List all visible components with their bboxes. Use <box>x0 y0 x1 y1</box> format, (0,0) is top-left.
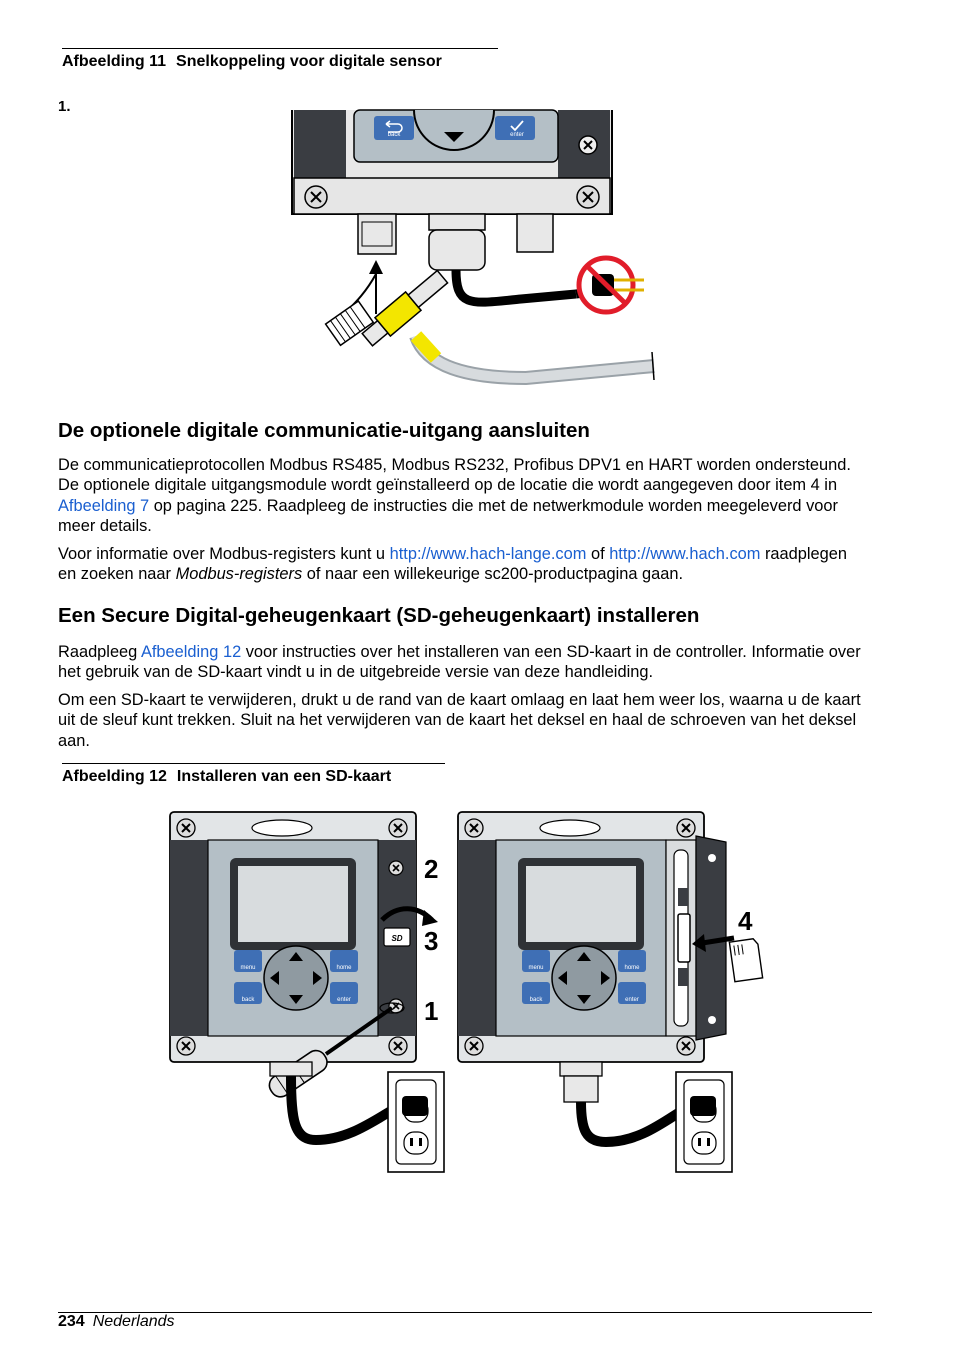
paragraph-protocols-text-b: op pagina 225. Raadpleeg de instructies die met de netwerkmodule worden meegeleverd voor meer details. <box>58 496 838 536</box>
figure-12-caption <box>62 763 445 786</box>
fig12-enter-key-right: enter <box>625 997 639 1003</box>
sd-card-installation-illustration <box>166 810 766 1180</box>
paragraph-modbus-emphasis: Modbus-registers <box>175 565 303 584</box>
fig12-menu-key-right: menu <box>528 965 544 971</box>
fig12-back-key-right: back <box>529 997 543 1003</box>
link-afbeelding-12[interactable]: Afbeelding 12 <box>140 643 242 661</box>
fig12-callout-4: 4 <box>738 906 753 936</box>
paragraph-sd-reference <box>58 642 868 683</box>
fig12-callout-2: 2 <box>424 854 439 884</box>
fig12-menu-key-left: menu <box>240 965 256 971</box>
fig12-home-key-right: home <box>624 965 640 971</box>
section-heading-communication: De optionele digitale communicatie-uitgang aansluiten <box>58 419 590 442</box>
page-footer <box>58 1313 175 1331</box>
link-hach[interactable]: http://www.hach.com <box>609 545 761 563</box>
step-number: 1. <box>58 98 71 115</box>
section-heading-sd-card: Een Secure Digital-geheugenkaart (SD-geheugenkaart) installeren <box>58 604 700 627</box>
paragraph-sd-text-b: voor instructies over het installeren van een SD-kaart in de controller. Informatie over het gebruik van de SD-kaart vindt u in de uitgebreide versie van deze handleiding. <box>58 643 861 682</box>
fig12-home-key-left: home <box>336 965 352 971</box>
figure-11-label: Afbeelding 11 <box>62 53 167 70</box>
fig11-enter-key-label: enter <box>510 132 524 138</box>
paragraph-sd-removal: Om een SD-kaart te verwijderen, drukt u de rand van de kaart omlaag en laat hem weer los, waarna u de kaart uit de sleuf kunt trekken. Sluit na het verwijderen van de kaart het deksel en haal de schroeven van het deksel aan. <box>58 691 861 750</box>
footer-language: Nederlands <box>92 1313 175 1330</box>
paragraph-sd-text-a: Raadpleeg <box>58 643 141 661</box>
fig12-sd-badge: SD <box>391 934 403 943</box>
fig11-back-key-label: back <box>387 132 401 138</box>
paragraph-modbus-text-of: of <box>586 545 610 563</box>
figure-12-label: Afbeelding 12 <box>62 768 167 785</box>
fig12-callout-1: 1 <box>424 996 439 1026</box>
figure-11-caption <box>62 48 498 71</box>
paragraph-modbus-text-b: raadplegen en zoeken naar <box>58 545 848 584</box>
paragraph-modbus-registers <box>58 544 868 585</box>
paragraph-modbus-text-a: Voor informatie over Modbus-registers kunt u <box>58 545 390 563</box>
fig12-callout-3: 3 <box>424 926 439 956</box>
fig12-back-key-left: back <box>241 997 255 1003</box>
figure-12-title: Installeren van een SD-kaart <box>176 768 392 785</box>
figure-11-title: Snelkoppeling voor digitale sensor <box>176 53 442 70</box>
link-hach-lange[interactable]: http://www.hach-lange.com <box>389 545 587 563</box>
link-afbeelding-7[interactable]: Afbeelding 7 <box>58 496 150 515</box>
fig12-enter-key-left: enter <box>337 997 351 1003</box>
digital-sensor-connector-illustration <box>266 96 760 394</box>
paragraph-protocols <box>58 455 868 537</box>
footer-rule <box>58 1312 872 1313</box>
paragraph-protocols-text-a: De communicatieprotocollen Modbus RS485, Modbus RS232, Profibus DPV1 en HART worden ondersteund. De optionele digitale uitgangsmodule wordt geïnstalleerd op de locatie die wordt aangegeven door item 4 in <box>58 456 851 495</box>
paragraph-modbus-text-c: of naar een willekeurige sc200-productpagina gaan. <box>302 565 684 584</box>
page-number: 234 <box>58 1313 85 1330</box>
